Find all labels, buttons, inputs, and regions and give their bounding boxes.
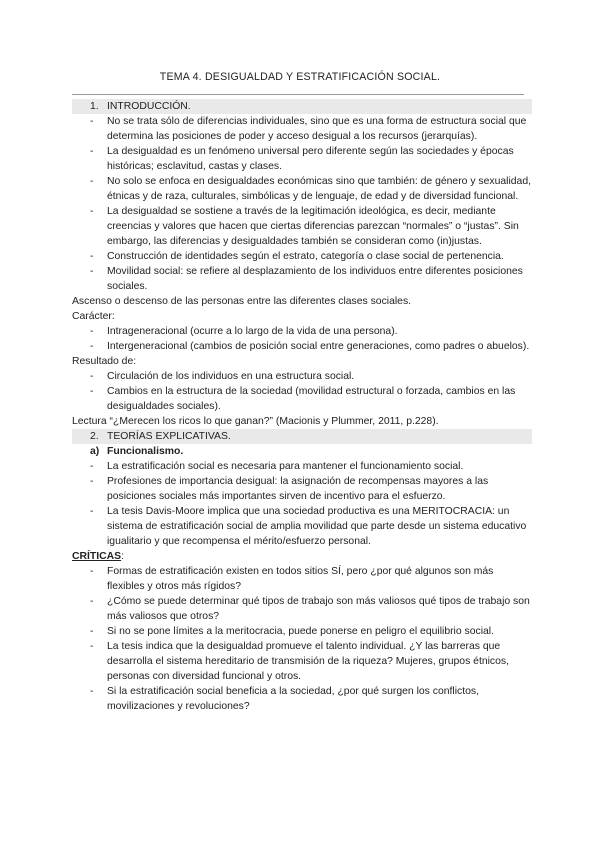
paragraph-label: Carácter: xyxy=(72,311,115,322)
list-item: - Formas de estratificación existen en todos sitios SÍ, pero ¿por qué algunos son más flexibles y otros más rígidos? xyxy=(90,566,494,592)
list-item: - ¿Cómo se puede determinar qué tipos de trabajo son más valiosos qué tipos de trabajo son más valiosos que otros? xyxy=(90,596,530,622)
list-item: - La desigualdad es un fenómeno universal pero diferente según las sociedades y épocas históricas; esclavitud, castas y clases. xyxy=(90,146,514,172)
list-item: - La estratificación social es necesaria para mantener el funcionamiento social. xyxy=(90,461,464,472)
paragraph-label: Resultado de: xyxy=(72,356,137,367)
section-number: 1. xyxy=(90,101,99,112)
list-item: - La desigualdad se sostiene a través de la legitimación ideológica, es decir, mediante creencias y valores que hacen que ciertas diferencias parezcan “normales” o “justas”. Sin embargo, las diferencias y desigualdades también se consideran como (in)justas. xyxy=(90,206,519,247)
document-body xyxy=(72,99,532,714)
criticas-heading: CRÍTICAS: xyxy=(72,551,124,562)
list-item: - Cambios en la estructura de la sociedad (movilidad estructural o forzada, cambios en las desigualdades sociales). xyxy=(90,386,516,412)
section-heading-teorias xyxy=(72,429,532,444)
title-divider xyxy=(72,94,524,95)
list-item: - No solo se enfoca en desigualdades económicas sino que también: de género y sexualidad, étnicas y de raza, culturales, simbólicas y de lenguaje, de edad y de diversidad funcional. xyxy=(90,176,531,202)
section-title: TEORÍAS EXPLICATIVAS. xyxy=(107,431,231,442)
list-item: - Intergeneracional (cambios de posición social entre generaciones, como padres o abuelos). xyxy=(90,341,530,352)
paragraph-lectura: Lectura “¿Merecen los ricos lo que ganan?” (Macionis y Plummer, 2011, p.228). xyxy=(72,416,439,427)
list-item: - Si la estratificación social beneficia a la sociedad, ¿por qué surgen los conflictos, movilizaciones y revoluciones? xyxy=(90,686,479,712)
subsection-heading-funcionalismo: a) Funcionalismo. xyxy=(90,446,184,457)
list-item: - Circulación de los individuos en una estructura social. xyxy=(90,371,355,382)
list-item: - Construcción de identidades según el estrato, categoría o clase social de pertenencia. xyxy=(90,251,504,262)
list-item: - Movilidad social: se refiere al desplazamiento de los individuos entre diferentes posiciones sociales. xyxy=(90,266,523,292)
list-item: - Si no se pone límites a la meritocracia, puede ponerse en peligro el equilibrio social. xyxy=(90,626,494,637)
list-item: - No se trata sólo de diferencias individuales, sino que es una forma de estructura social que determina las posiciones de poder y acceso desigual a los recursos (jerarquías). xyxy=(90,116,527,142)
section-number: 2. xyxy=(90,431,99,442)
section-title: INTRODUCCIÓN. xyxy=(107,101,191,112)
paragraph: Ascenso o descenso de las personas entre las diferentes clases sociales. xyxy=(72,296,412,307)
list-item: - Profesiones de importancia desigual: la asignación de recompensas mayores a las posiciones sociales más importantes sirven de incentivo para el esfuerzo. xyxy=(90,476,489,502)
list-item: - La tesis Davis-Moore implica que una sociedad productiva es una MERITOCRACIA: un sistema de estratificación social de amplia movilidad que parte desde un sistema educativo igualitario y que recompensa el mérito/esfuerzo personal. xyxy=(90,506,527,547)
list-item: - Intrageneracional (ocurre a lo largo de la vida de una persona). xyxy=(90,326,398,337)
page-title: TEMA 4. DESIGUALDAD Y ESTRATIFICACIÓN SOCIAL. xyxy=(159,71,441,83)
list-item: - La tesis indica que la desigualdad promueve el talento individual. ¿Y las barreras que desarrolla el sistema hereditario de transmisión de la riqueza? Mujeres, grupos étnicos, personas con diversidad funcional y otros. xyxy=(90,641,509,682)
section-heading-introduccion xyxy=(72,99,532,114)
